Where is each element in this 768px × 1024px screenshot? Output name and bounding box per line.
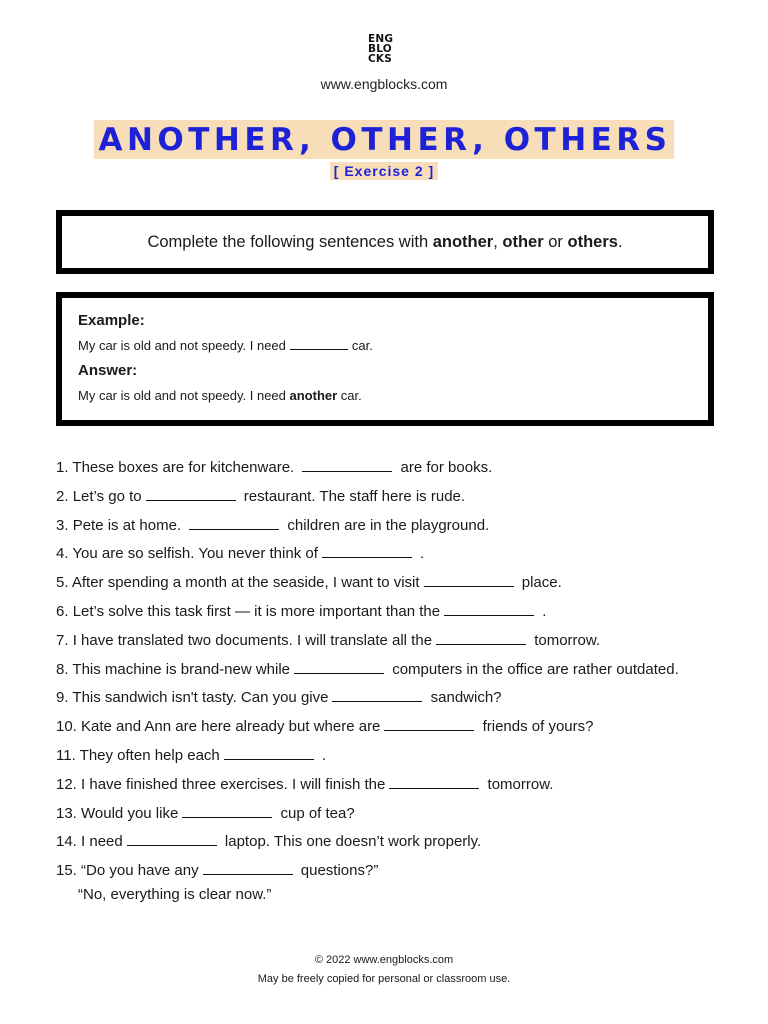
item-text-after: children are in the playground. <box>283 516 490 534</box>
item-text-after: tomorrow. <box>483 775 554 793</box>
item-text-after: cup of tea? <box>276 804 355 822</box>
answer-sentence <box>78 388 362 403</box>
item-text-before: This sandwich isn't tasty. Can you give <box>72 689 329 707</box>
item-text-after: tomorrow. <box>530 631 601 649</box>
item-text-after: are for books. <box>396 459 493 476</box>
answer-blank[interactable] <box>203 873 293 875</box>
exercise-item <box>56 487 736 516</box>
item-number: 6. <box>56 602 69 620</box>
example-box <box>56 292 714 426</box>
item-number: 7. <box>56 631 69 649</box>
footer-copyright: © 2022 www.engblocks.com <box>314 954 454 966</box>
answer-after: car. <box>337 388 362 403</box>
exercise-item <box>56 861 736 904</box>
item-number: 10. <box>56 718 77 736</box>
exercise-item <box>56 660 736 689</box>
answer-blank[interactable] <box>389 787 479 789</box>
instruction-box <box>56 210 714 274</box>
item-text-before: After spending a month at the seaside, I want to visit <box>71 574 420 592</box>
item-text-before: These boxes are for kitchenware. <box>72 459 299 476</box>
example-before: My car is old and not speedy. I need <box>78 338 286 353</box>
answer-before: My car is old and not speedy. I need <box>78 388 290 403</box>
answer-blank[interactable] <box>322 556 412 558</box>
instruction-after: . <box>617 233 623 251</box>
instruction-text <box>62 216 708 268</box>
exercise-item <box>56 458 736 487</box>
instruction-before: Complete the following sentences with <box>147 233 433 251</box>
item-text-after: place. <box>517 574 562 592</box>
answer-word: another <box>289 388 338 403</box>
answer-blank[interactable] <box>424 585 514 587</box>
item-text-before: “Do you have any <box>81 862 199 880</box>
item-text-before: You are so selfish. You never think of <box>72 545 318 563</box>
exercise-subtitle: [ Exercise 2 ] <box>330 162 438 180</box>
item-text-after: friends of yours? <box>478 718 594 736</box>
item-number: 12. <box>56 775 77 793</box>
answer-blank[interactable] <box>384 729 474 731</box>
item-number: 8. <box>56 660 69 678</box>
item-number: 2. <box>56 487 69 505</box>
item-text-before: Let’s go to <box>72 487 142 505</box>
item-number: 13. <box>56 804 77 822</box>
item-text-before: This machine is brand-new while <box>72 660 291 678</box>
item-number: 1. <box>56 459 69 476</box>
answer-blank[interactable] <box>224 758 314 760</box>
instruction-separator: , <box>493 233 503 251</box>
item-number: 15. <box>56 862 77 880</box>
exercise-item <box>56 516 736 545</box>
site-url: www.engblocks.com <box>320 76 448 92</box>
instruction-word-other: other <box>502 233 544 251</box>
answer-blank <box>290 348 348 350</box>
exercise-item <box>56 544 736 573</box>
answer-blank[interactable] <box>332 700 422 702</box>
instruction-word-another: another <box>432 233 494 251</box>
exercise-item <box>56 804 736 833</box>
instruction-separator: or <box>543 233 568 251</box>
item-text-before: Pete is at home. <box>72 516 186 534</box>
item-text-before: They often help each <box>79 746 220 764</box>
item-text-after: . <box>317 746 327 764</box>
exercise-item <box>56 573 736 602</box>
item-text-after: . <box>415 545 425 563</box>
answer-blank[interactable] <box>189 528 279 530</box>
page-title: ANOTHER, OTHER, OTHERS <box>94 120 673 159</box>
exercise-item <box>56 602 736 631</box>
answer-blank[interactable] <box>436 643 526 645</box>
exercise-item <box>56 775 736 804</box>
answer-blank[interactable] <box>182 816 272 818</box>
item-number: 9. <box>56 689 69 707</box>
item-text-before: Let’s solve this task first — it is more important than the <box>72 602 441 620</box>
item-text-after: questions?” <box>296 862 379 880</box>
item-number: 14. <box>56 833 77 851</box>
exercise-item <box>56 631 736 660</box>
exercise-item <box>56 717 736 746</box>
item-number: 4. <box>56 545 69 563</box>
item-number: 11. <box>56 746 76 764</box>
example-sentence <box>78 338 373 353</box>
item-text-after: . <box>538 602 547 620</box>
example-label: Example: <box>78 312 145 329</box>
item-text-after: laptop. This one doesn’t work properly. <box>220 833 482 851</box>
item-number: 5. <box>56 574 69 592</box>
item-text-before: I need <box>81 833 123 851</box>
exercise-item <box>56 746 736 775</box>
item-text-after: restaurant. The staff here is rude. <box>239 487 466 505</box>
answer-blank[interactable] <box>302 470 392 472</box>
example-after: car. <box>351 338 373 353</box>
answer-blank[interactable] <box>127 844 217 846</box>
item-text-after: computers in the office are rather outdated. <box>388 660 679 678</box>
item-text-before: I have finished three exercises. I will finish the <box>81 775 386 793</box>
answer-blank[interactable] <box>444 614 534 616</box>
logo-line: BLO <box>368 43 392 55</box>
item-continuation: “No, everything is clear now.” <box>78 886 272 904</box>
item-text-before: Would you like <box>81 804 179 822</box>
item-text-before: I have translated two documents. I will translate all the <box>72 631 433 649</box>
logo-line: ENG <box>368 33 394 45</box>
logo-line: CKS <box>368 53 393 65</box>
answer-blank[interactable] <box>294 672 384 674</box>
item-text-after: sandwich? <box>426 689 502 707</box>
exercise-item <box>56 688 736 717</box>
exercise-item <box>56 832 736 861</box>
item-text-before: Kate and Ann are here already but where are <box>81 718 381 736</box>
answer-label: Answer: <box>78 362 138 379</box>
item-number: 3. <box>56 516 69 534</box>
engblocks-logo <box>368 34 400 64</box>
exercise-list <box>56 458 736 904</box>
footer-note: May be freely copied for personal or classroom use. <box>257 973 511 985</box>
instruction-word-others: others <box>567 233 618 251</box>
answer-blank[interactable] <box>146 499 236 501</box>
